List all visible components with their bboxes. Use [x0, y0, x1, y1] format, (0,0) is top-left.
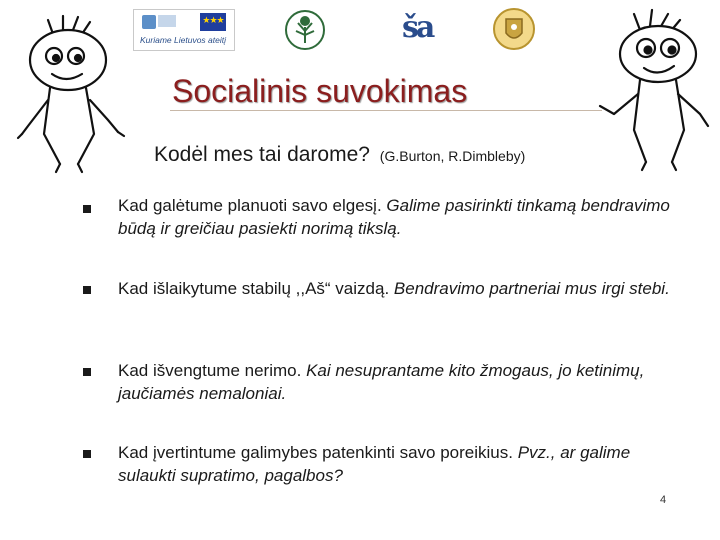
item-detail: Pvz., ar galime sulaukti supratimo, pagalbos? — [118, 443, 631, 485]
esf-text-block — [158, 15, 176, 27]
item-lead: Kad išvengtume nerimo. — [118, 361, 302, 380]
tree-emblem-icon — [284, 9, 326, 51]
item-detail: Bendravimo partneriai mus irgi stebi. — [393, 279, 670, 298]
eu-flag-icon: ★★★ — [200, 13, 226, 31]
list-item — [118, 441, 678, 487]
item-lead: Kad išlaikytume stabilų ,,Aš“ vaizdą. — [118, 279, 390, 298]
item-detail: Kai nesuprantame kito žmogaus, jo ketinimų, jaučiamės nemaloniai. — [118, 361, 645, 403]
esf-tagline: Kuriame Lietuvos ateitį — [140, 35, 226, 45]
sa-logo: ša — [402, 10, 433, 45]
item-lead: Kad galėtume planuoti savo elgesį. — [118, 196, 382, 215]
esf-mark-icon — [142, 15, 156, 29]
page-number: 4 — [660, 494, 667, 506]
title-divider — [170, 110, 602, 111]
item-lead: Kad įvertintume galimybes patenkinti savo poreikius. — [118, 443, 513, 462]
school-emblem-icon — [492, 7, 536, 53]
slide-title: Socialinis suvokimas — [172, 73, 468, 109]
esf-logo — [133, 9, 235, 51]
cartoon-figure-left — [8, 14, 138, 174]
bullet-marker — [83, 450, 91, 458]
bullet-marker — [83, 368, 91, 376]
slide-subtitle — [154, 143, 525, 167]
list-item — [118, 194, 678, 240]
bullet-marker — [83, 286, 91, 294]
list-item — [118, 359, 678, 405]
subtitle-question: Kodėl mes tai darome? — [154, 143, 370, 166]
bullet-marker — [83, 205, 91, 213]
item-detail: Galime pasirinkti tinkamą bendravimo būdą ir greičiau pasiekti norimą tikslą. — [118, 196, 670, 238]
cartoon-figure-right — [590, 6, 720, 176]
list-item — [118, 277, 678, 300]
subtitle-citation: (G.Burton, R.Dimbleby) — [379, 148, 526, 164]
